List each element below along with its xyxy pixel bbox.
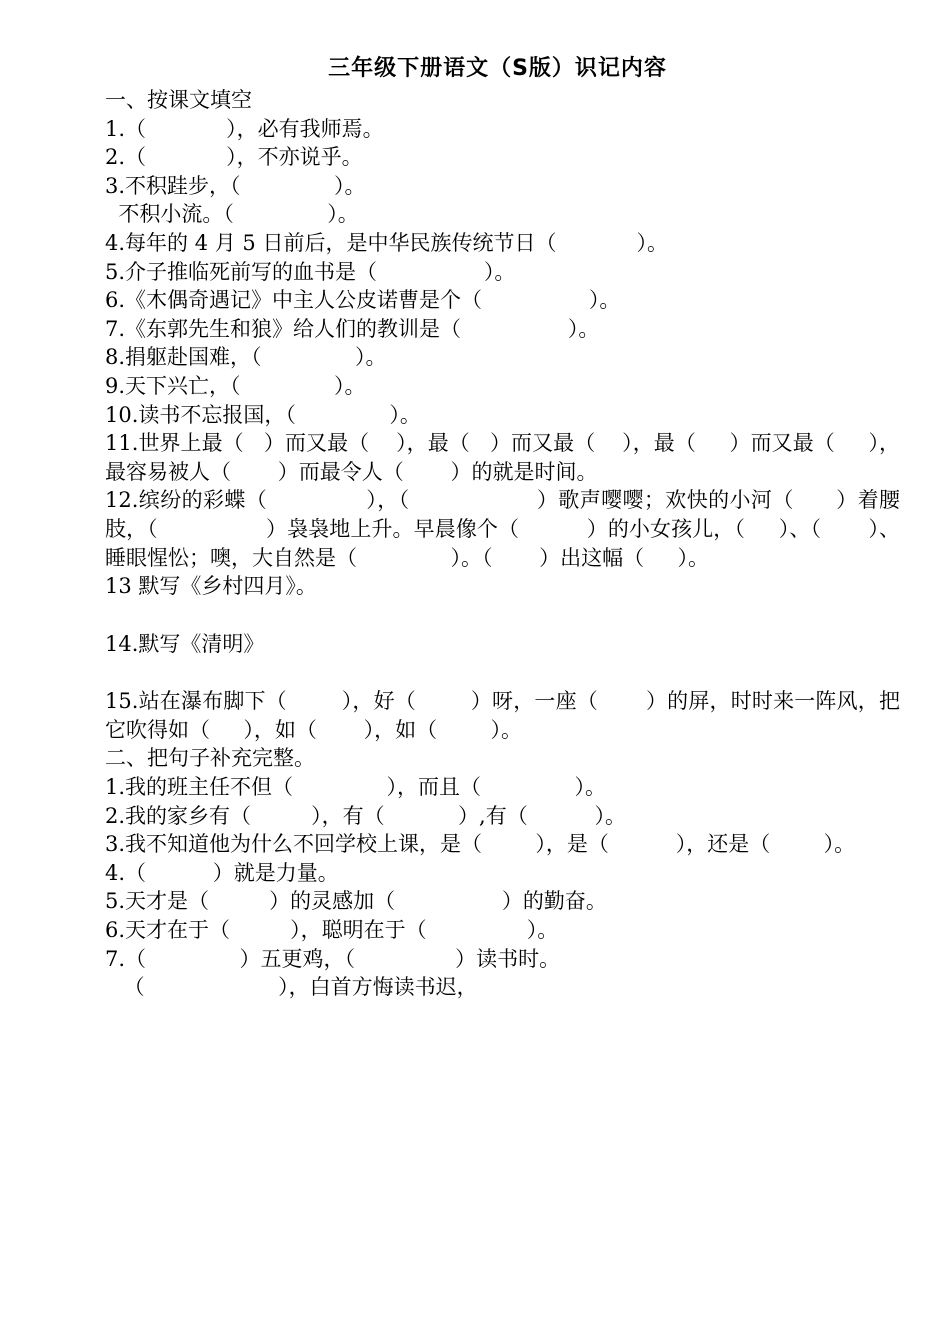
fill-item-5: 5.介子推临死前写的血书是（ ）。	[105, 259, 516, 284]
page-title: 三年级下册语文（S版）识记内容	[328, 56, 667, 81]
complete-item-1: 1.我的班主任不但（ ），而且（ ）。	[105, 775, 606, 800]
complete-item-7a: 7.（ ）五更鸡，（ ）读书时。	[105, 946, 561, 971]
blank-space	[105, 658, 900, 687]
section-heading-1: 一、按课文填空	[105, 88, 252, 112]
fill-item-3b: 不积小流。（ ）。	[105, 202, 359, 227]
fill-item-11: 11.世界上最（ ）而又最（ ），最（ ）而又最（ ），最（ ）而又最（ ），最容易被人（ ）而最令人（ ）的就是时间。	[105, 431, 900, 484]
fill-item-14: 14.默写《清明》	[105, 631, 265, 656]
fill-item-4: 4.每年的 4 月 5 日前后，是中华民族传统节日（ ）。	[105, 230, 669, 255]
fill-item-12: 12.缤纷的彩蝶（ ），（ ）歌声嘤嘤；欢快的小河（ ）着腰肢，（ ）袅袅地上升。早晨像个（ ）的小女孩儿，（ ）、（ ）、睡眼惺忪；噢，大自然是（ ）。（ ）出这幅（ ）。	[105, 488, 900, 570]
section-heading-2: 二、把句子补充完整。	[105, 746, 315, 771]
blank-space	[105, 601, 900, 630]
complete-item-6: 6.天才在于（ ），聪明在于（ ）。	[105, 918, 559, 943]
fill-item-7: 7.《东郭先生和狼》给人们的教训是（ ）。	[105, 316, 600, 341]
fill-item-10: 10.读书不忘报国，（ ）。	[105, 402, 421, 427]
complete-item-4: 4.（ ）就是力量。	[105, 860, 339, 885]
fill-item-13: 13 默写《乡村四月》。	[105, 574, 317, 599]
complete-item-3: 3.我不知道他为什么不回学校上课，是（ ），是（ ），还是（ ）。	[105, 832, 856, 857]
document-page	[105, 52, 900, 1002]
fill-item-15: 15.站在瀑布脚下（ ），好（ ）呀，一座（ ）的屏，时时来一阵风，把它吹得如（ ），如（ ），如（ ）。	[105, 689, 900, 742]
fill-item-8: 8.捐躯赴国难，（ ）。	[105, 345, 387, 370]
fill-item-1: 1.（ ），必有我师焉。	[105, 116, 384, 141]
complete-item-5: 5.天才是（ ）的灵感加（ ）的勤奋。	[105, 889, 607, 914]
fill-item-2: 2.（ ），不亦说乎。	[105, 145, 363, 170]
fill-item-6: 6.《木偶奇遇记》中主人公皮诺曹是个（ ）。	[105, 288, 621, 313]
fill-item-3a: 3.不积跬步，（ ）。	[105, 173, 366, 198]
complete-item-2: 2.我的家乡有（ ），有（ ）,有（ ）。	[105, 803, 626, 828]
complete-item-7b: （ ），白首方悔读书迟，	[117, 975, 478, 1000]
fill-item-9: 9.天下兴亡，（ ）。	[105, 373, 366, 398]
